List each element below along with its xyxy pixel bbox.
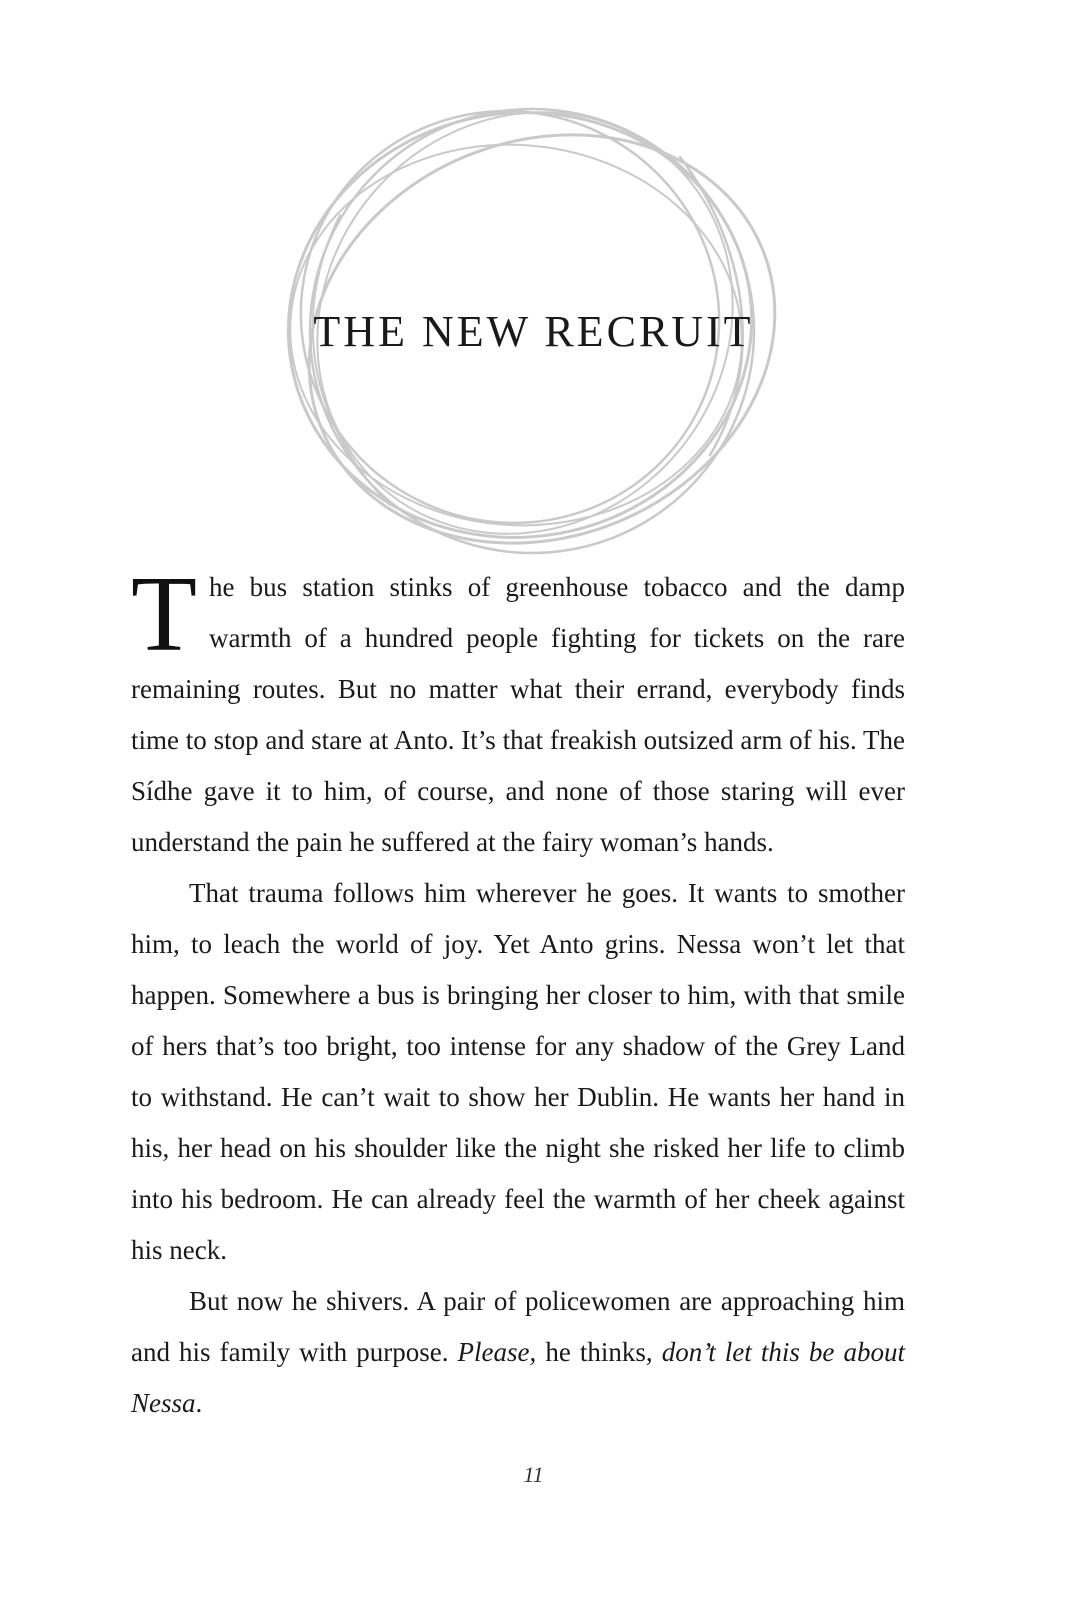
chapter-body: [131, 555, 905, 1429]
paragraph-3-italic-please: Please,: [457, 1337, 537, 1367]
chapter-title: THE NEW RECRUIT: [313, 307, 754, 356]
page-number: 11: [523, 1462, 544, 1487]
paragraph-3-text-start: But now he shivers. A pair of policewomen are approaching him and his family with purpose.: [131, 1286, 905, 1367]
paragraph-1: [131, 555, 905, 868]
paragraph-2: That trauma follows him wherever he goes. It wants to smother him, to leach the world of joy. Yet Anto grins. Nessa won’t let that happen. Somewhere a bus is bringing her closer to him, with that smile of hers that’s too bright, too intense for any shadow of the Grey Land to withstand. He can’t wait to show her Dublin. He wants her hand in his, her head on his shoulder like the night she risked her life to climb into his bedroom. He can already feel the warmth of her cheek against his neck.: [131, 878, 905, 1265]
drop-cap: T: [131, 555, 197, 674]
paragraph-3-text-mid: he thinks,: [536, 1337, 662, 1367]
paragraph-3-text-end: .: [195, 1388, 203, 1418]
paragraph-3: [131, 1276, 905, 1429]
paragraph-1-text: he bus station stinks of greenhouse tobacco and the damp warmth of a hundred people fighting for tickets on the rare remaining routes. But no matter what their errand, everybody finds time to stop and stare at Anto. It’s that freakish outsized arm of his. The Sídhe gave it to him, of course, and none of those staring will ever understand the pain he suffered at the fairy woman’s hands.: [131, 572, 905, 857]
paragraph-3-italic-thought: don’t let this be about Nessa: [131, 1337, 905, 1418]
